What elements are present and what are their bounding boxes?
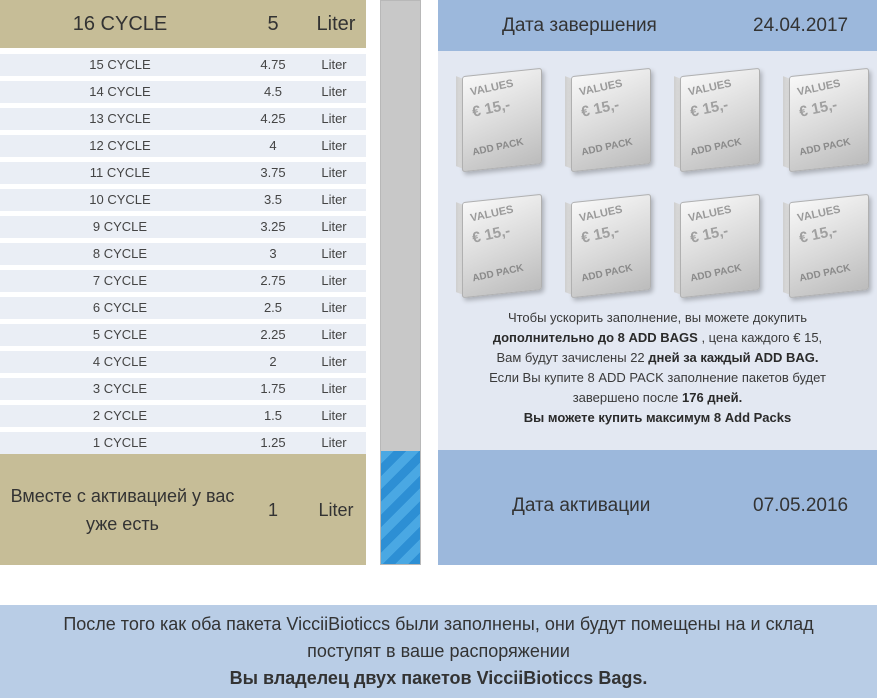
cycle-row-unit: Liter [321, 273, 347, 288]
cycle-row-label: 5 CYCLE [92, 327, 148, 342]
info-line-5-bold: 176 дней. [682, 390, 743, 405]
cycle-row-label: 12 CYCLE [89, 138, 151, 153]
cycle-row-unit: Liter [321, 408, 347, 423]
info-line-5-start: завершено после [572, 390, 683, 405]
pack-text-1: VALUES [469, 203, 515, 225]
cycle-row-amount: 3.25 [260, 219, 286, 234]
cycle-row-label: 13 CYCLE [89, 111, 151, 126]
cycle-row [0, 81, 366, 103]
add-pack-image [674, 64, 766, 172]
add-pack-image [456, 190, 548, 298]
cycle-row [0, 108, 366, 130]
cycle-row-unit: Liter [321, 246, 347, 261]
cycle-row-label: 9 CYCLE [92, 219, 148, 234]
pack-text-2: € 15,- [797, 96, 839, 121]
cycle-top-row [0, 0, 366, 48]
cycle-row-label: 7 CYCLE [92, 273, 148, 288]
cycle-row-unit: Liter [321, 111, 347, 126]
cycle-row [0, 135, 366, 157]
info-line-2 [438, 328, 877, 348]
cycle-top-unit: Liter [316, 13, 356, 35]
info-line-1: Чтобы ускорить заполнение, вы можете докупить [507, 310, 808, 325]
cycle-row [0, 405, 366, 427]
cycle-row-amount: 1.75 [260, 381, 286, 396]
info-line-6-bold: Вы можете купить максимум 8 Add Packs [523, 410, 792, 425]
cycle-row-label: 1 CYCLE [92, 435, 148, 450]
cycle-row [0, 54, 366, 76]
completion-date: 24.04.2017 [753, 15, 849, 36]
pack-text-2: € 15,- [470, 96, 512, 121]
cycle-row-label: 14 CYCLE [89, 84, 151, 99]
add-pack-image [565, 190, 657, 298]
cycle-row-amount: 1.5 [263, 408, 283, 423]
cycle-row-label: 10 CYCLE [89, 192, 151, 207]
cycle-row-amount: 1.25 [260, 435, 286, 450]
info-line-6 [438, 408, 877, 428]
info-line-3-bold: дней за каждый ADD BAG. [648, 350, 819, 365]
pack-text-3: ADD PACK [689, 262, 743, 285]
cycle-row-unit: Liter [321, 138, 347, 153]
cycle-row [0, 243, 366, 265]
cycle-row-label: 2 CYCLE [92, 408, 148, 423]
cycle-bottom-amount: 1 [267, 500, 278, 520]
cycle-row-unit: Liter [321, 435, 347, 450]
cycle-row-unit: Liter [321, 219, 347, 234]
pack-text-2: € 15,- [688, 96, 730, 121]
pack-text-3: ADD PACK [580, 262, 634, 285]
cycle-row-amount: 3.75 [260, 165, 286, 180]
pack-text-3: ADD PACK [580, 136, 634, 159]
cycle-row-amount: 2.5 [263, 300, 283, 315]
pack-text-3: ADD PACK [689, 136, 743, 159]
add-pack-image [456, 64, 548, 172]
cycle-row-label: 6 CYCLE [92, 300, 148, 315]
completion-label: Дата завершения [502, 15, 657, 36]
info-line-2-rest: , цена каждого € 15, [697, 330, 823, 345]
cycle-row-unit: Liter [321, 300, 347, 315]
cycle-row-unit: Liter [321, 381, 347, 396]
cycle-row-amount: 4.5 [263, 84, 283, 99]
cycle-row-unit: Liter [321, 84, 347, 99]
cycle-bottom-unit: Liter [318, 500, 354, 520]
cycle-row-amount: 2.75 [260, 273, 286, 288]
cycle-bottom-label: Вместе с активацией у вас уже есть [10, 486, 235, 534]
add-pack-image [783, 64, 875, 172]
cycle-row [0, 351, 366, 373]
cycle-row [0, 378, 366, 400]
pack-text-2: € 15,- [579, 222, 621, 247]
info-line-3-start: Вам будут зачислены 22 [496, 350, 649, 365]
banner-line-2: поступят в ваше распоряжении [307, 641, 570, 661]
cycle-row [0, 189, 366, 211]
info-banner [0, 605, 877, 698]
add-pack-image [565, 64, 657, 172]
info-line-4: Если Вы купите 8 ADD PACK заполнение пакетов будет [489, 370, 826, 385]
pack-text-1: VALUES [578, 77, 624, 99]
cycle-row [0, 324, 366, 346]
completion-header [438, 0, 877, 51]
info-line-3 [438, 348, 877, 368]
cycle-row [0, 297, 366, 319]
pack-text-2: € 15,- [797, 222, 839, 247]
add-bags-info [438, 308, 877, 428]
pack-text-3: ADD PACK [471, 136, 525, 159]
pack-text-3: ADD PACK [798, 262, 852, 285]
banner-line-3: Вы владелец двух пакетов VicciiBioticcs Bags. [229, 668, 648, 688]
cycle-row-amount: 4.75 [260, 57, 286, 72]
cycle-row-amount: 3 [269, 246, 277, 261]
cycle-row-unit: Liter [321, 57, 347, 72]
cycle-row [0, 432, 366, 454]
banner-line-1: После того как оба пакета VicciiBioticcs были заполнены, они будут помещены на и склад [63, 614, 814, 634]
cycle-row-amount: 2.25 [260, 327, 286, 342]
info-line-2-bold: дополнительно до 8 ADD BAGS [492, 330, 698, 345]
pack-text-1: VALUES [796, 203, 842, 225]
pack-text-1: VALUES [469, 77, 515, 99]
cycle-row [0, 216, 366, 238]
cycle-bottom-row [0, 454, 366, 565]
cycle-row [0, 162, 366, 184]
cycle-row-unit: Liter [321, 165, 347, 180]
cycle-row [0, 270, 366, 292]
pack-text-2: € 15,- [688, 222, 730, 247]
cycle-row-label: 15 CYCLE [89, 57, 151, 72]
info-line-5 [438, 388, 877, 408]
pack-text-1: VALUES [687, 77, 733, 99]
pack-text-1: VALUES [578, 203, 624, 225]
activation-label: Дата активации [512, 495, 651, 516]
cycle-row-amount: 3.5 [263, 192, 283, 207]
cycle-row-unit: Liter [321, 192, 347, 207]
cycle-row-label: 8 CYCLE [92, 246, 148, 261]
fill-progress-bar [380, 0, 421, 565]
cycle-top-label: 16 CYCLE [72, 13, 168, 35]
fill-progress-fill [381, 451, 420, 564]
add-pack-image [674, 190, 766, 298]
cycles-table [0, 0, 366, 565]
cycle-row-amount: 2 [269, 354, 277, 369]
cycle-row-label: 4 CYCLE [92, 354, 148, 369]
pack-text-1: VALUES [687, 203, 733, 225]
cycle-row-label: 3 CYCLE [92, 381, 148, 396]
pack-text-1: VALUES [796, 77, 842, 99]
cycle-row-label: 11 CYCLE [89, 165, 151, 180]
cycle-top-amount: 5 [267, 13, 279, 35]
add-pack-image [783, 190, 875, 298]
pack-text-2: € 15,- [579, 96, 621, 121]
cycle-row-unit: Liter [321, 327, 347, 342]
packs-panel [438, 0, 877, 565]
cycle-row-unit: Liter [321, 354, 347, 369]
cycle-row-amount: 4.25 [260, 111, 286, 126]
pack-text-3: ADD PACK [798, 136, 852, 159]
pack-text-2: € 15,- [470, 222, 512, 247]
activation-footer [438, 450, 877, 565]
activation-date: 07.05.2016 [753, 495, 849, 516]
pack-text-3: ADD PACK [471, 262, 525, 285]
cycle-row-amount: 4 [269, 138, 277, 153]
